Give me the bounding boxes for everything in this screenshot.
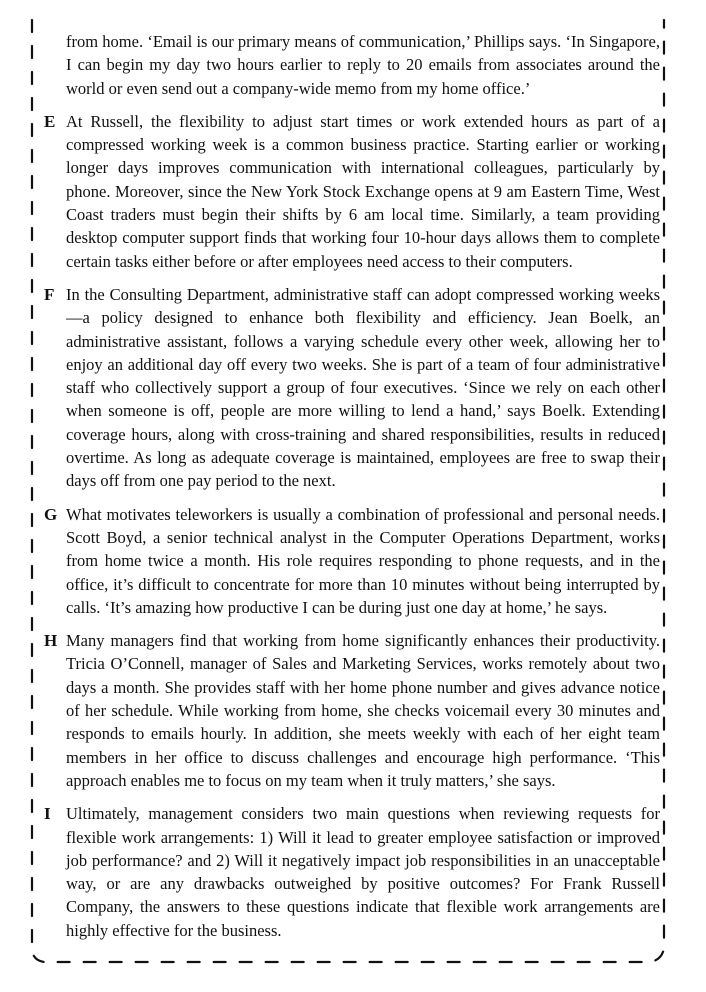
paragraph-f (40, 283, 660, 493)
paragraph-g (40, 503, 660, 619)
paragraph-letter: F (44, 284, 55, 304)
paragraph-text: from home. ‘Email is our primary means of communication,’ Phillips says. ‘In Singapore, I can begin my day two hours earlier to reply to 20 emails from associates around the world or even send out a company-wide memo from my home office.’ (66, 32, 660, 98)
article-body (40, 30, 660, 952)
paragraph-text: Ultimately, management considers two main questions when reviewing requests for flexible work arrangements: 1) Will it lead to greater employee satisfaction or improved job performance? and 2) Will it negatively impact job responsibilities in an unacceptable way, or are any drawbacks outweighed by positive outcomes? For Frank Russell Company, the answers to these questions indicate that flexible work arrangements are highly effective for the business. (66, 804, 660, 940)
paragraph-i (40, 802, 660, 942)
paragraph-letter: I (44, 804, 51, 824)
paragraph-text: At Russell, the flexibility to adjust start times or work extended hours as part of a compressed working week is a common business practice. Starting earlier or working longer days improves communication with international colleagues, particularly by phone. Moreover, since the New York Stock Exchange opens at 9 am Eastern Time, West Coast traders must begin their shifts by 6 am local time. Similarly, a team providing desktop computer support finds that working four 10-hour days allows them to complete certain tasks either before or after employees need access to their computers. (66, 111, 660, 271)
paragraph-letter: E (44, 111, 56, 131)
paragraph-h (40, 629, 660, 792)
paragraph-letter: G (44, 504, 58, 524)
paragraph-continuation (40, 30, 660, 100)
paragraph-letter: H (44, 631, 58, 651)
paragraph-text: Many managers find that working from home significantly enhances their productivity. Tricia O’Connell, manager of Sales and Marketing Services, works remotely about two days a month. She provides staff with her home phone number and gives advance notice of her schedule. While working from home, she checks voicemail every 30 minutes and responds to emails hourly. In addition, she meets weekly with each of her eight team members in her office to discuss challenges and encourage high performance. ‘This approach enables me to focus on my team when it truly matters,’ she says. (66, 631, 660, 790)
paragraph-text: What motivates teleworkers is usually a combination of professional and personal needs. Scott Boyd, a senior technical analyst in the Computer Operations Department, works from home twice a month. His role requires responding to phone requests, and in the office, it’s difficult to concentrate for more than 10 minutes without being interrupted by calls. ‘It’s amazing how productive I can be during just one day at home,’ he says. (66, 504, 660, 617)
paragraph-e (40, 110, 660, 273)
paragraph-text: In the Consulting Department, administrative staff can adopt compressed working weeks—a policy designed to enhance both flexibility and efficiency. Jean Boelk, an administrative assistant, follows a varying schedule every other week, allowing her to enjoy an additional day off every two weeks. She is part of a team of four administrative staff who collectively support a group of four executives. ‘Since we rely on each other when someone is off, people are more willing to lend a hand,’ says Boelk. Extending coverage hours, along with cross-training and shared responsibilities, results in reduced overtime. As long as adequate coverage is maintained, employees are free to swap their days off from one pay period to the next. (66, 284, 660, 491)
